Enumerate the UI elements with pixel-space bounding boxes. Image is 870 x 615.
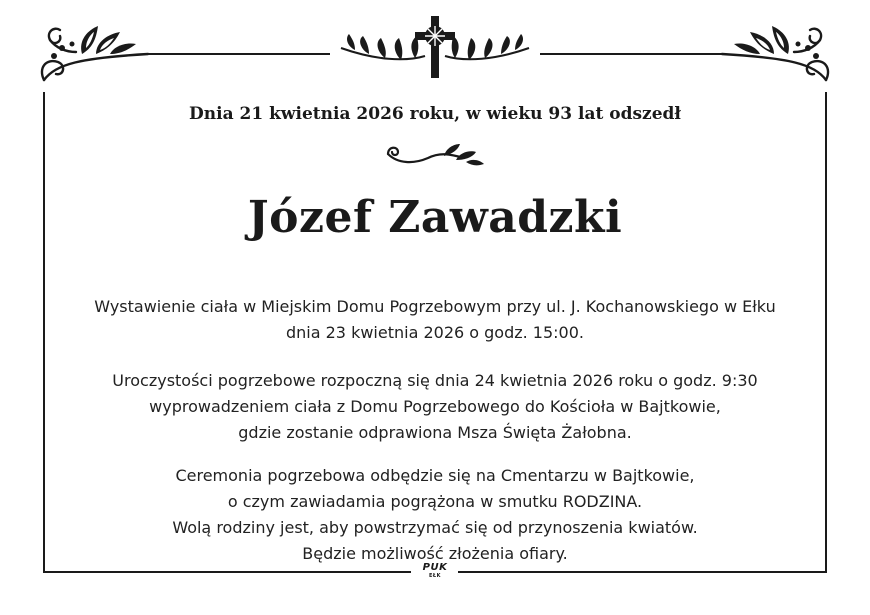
paragraph-line: gdzie zostanie odprawiona Msza Święta Żałobna. bbox=[238, 423, 632, 442]
flourish-left-icon bbox=[36, 18, 186, 86]
logo-sub-text: EŁK bbox=[428, 573, 441, 579]
frame-border-bottom-right bbox=[458, 571, 827, 573]
intro-line: Dnia 21 kwietnia 2026 roku, w wieku 93 lat odszedł bbox=[189, 104, 681, 124]
deceased-name: Józef Zawadzki bbox=[247, 192, 623, 243]
logo-main-text: PUK bbox=[422, 562, 448, 573]
paragraph-line: Wystawienie ciała w Miejskim Domu Pogrzebowym przy ul. J. Kochanowskiego w Ełku bbox=[94, 297, 776, 316]
paragraph-line: Ceremonia pogrzebowa odbędzie się na Cmentarzu w Bajtkowie, bbox=[175, 466, 695, 485]
frame-border-bottom-left bbox=[43, 571, 411, 573]
swirl-leaf-divider-icon bbox=[384, 140, 486, 172]
paragraph-ceremony bbox=[48, 368, 822, 446]
frame-border-left bbox=[43, 92, 45, 572]
paragraph-line: Wolą rodziny jest, aby powstrzymać się od przynoszenia kwiatów. bbox=[172, 518, 698, 537]
paragraph-line: wyprowadzeniem ciała z Domu Pogrzebowego do Kościoła w Bajtkowie, bbox=[149, 397, 721, 416]
paragraph-line: dnia 23 kwietnia 2026 o godz. 15:00. bbox=[285, 323, 584, 342]
flourish-right-icon bbox=[684, 18, 834, 86]
cross-with-laurel-icon bbox=[335, 12, 535, 82]
paragraph-burial bbox=[48, 463, 822, 567]
paragraph-line: Uroczystości pogrzebowe rozpoczną się dnia 24 kwietnia 2026 roku o godz. 9:30 bbox=[112, 371, 758, 390]
frame-border-right bbox=[825, 92, 827, 572]
top-rule-left bbox=[148, 53, 330, 55]
paragraph-line: o czym zawiadamia pogrążona w smutku RODZINA. bbox=[227, 492, 643, 511]
paragraph-line: Będzie możliwość złożenia ofiary. bbox=[302, 544, 568, 563]
paragraph-viewing bbox=[48, 294, 822, 346]
